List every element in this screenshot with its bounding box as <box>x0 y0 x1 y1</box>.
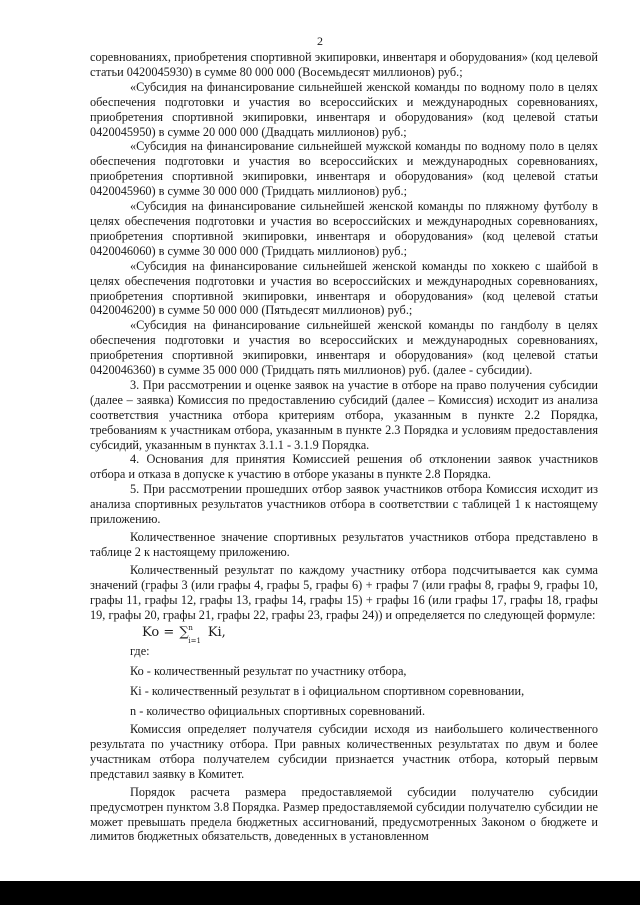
document-body <box>90 50 598 844</box>
definition-ko: Ко - количественный результат по участнику отбора, <box>130 664 407 679</box>
sum-upper-limit: n <box>188 624 193 633</box>
definition-n: n - количество официальных спортивных соревнований. <box>130 704 426 719</box>
paragraph-calculation: Количественный результат по каждому участнику отбора подсчитывается как сумма значений (графы 3 (или графы 4, графы 5, графы 6) + графы 7 (или графы 8, графы 9, графы 10, графы 11, графы 12, графы 13, графы 14, графы 15) + графы 16 (или графы 17, графы 18, графы 19, графы 20, графы 21, графы 22, графы 23, графы 24)) и определяется по следующей формуле: <box>90 562 598 622</box>
paragraph-item-4: 4. Основания для принятия Комиссией решения об отклонении заявок участников отбора и отказа в допуске к участию в отборе указаны в пункте 2.8 Порядка. <box>90 452 598 482</box>
sum-lower-limit: i=1 <box>188 637 201 646</box>
formula-sum <box>179 624 201 646</box>
paragraph-continuation: соревнованиях, приобретения спортивной экипировки, инвентаря и оборудования» (код целевой статьи 0420045930) в сумме 80 000 000 (Восемьдесят миллионов) руб.; <box>90 50 598 79</box>
paragraph-recipient-determination: Комиссия определяет получателя субсидии исходя из наибольшего количественного результата по участнику отбора. При равных количественных результатах по двум и более участникам отбора получателем субсидии признается участник отбора, который первым представил заявку в Комитет. <box>90 722 598 781</box>
page-number: 2 <box>317 34 323 48</box>
paragraph-subsidy-beach-soccer: «Субсидия на финансирование сильнейшей женской команды по пляжному футболу в целях обеспечения подготовки и участия во всероссийских и международных соревнованиях, приобретения спортивной экипировки, инвентаря и оборудования» (код целевой статьи 0420046060) в сумме 30 000 000 (Тридцать миллионов) руб.; <box>90 199 598 258</box>
paragraph-calculation-procedure: Порядок расчета размера предоставляемой субсидии получателю субсидии предусмотрен пунктом 3.8 Порядка. Размер предоставляемой субсидии получателю субсидии не может превышать предела бюджетных ассигнований, предусмотренных Законом о бюджете и лимитов бюджетных обязательств, доведенных в установленном <box>90 784 598 844</box>
sigma-symbol: ∑ <box>179 625 189 641</box>
paragraph-item-3: 3. При рассмотрении и оценке заявок на участие в отборе на право получения субсидии (далее – заявка) Комиссия по предоставлению субсидий (далее – Комиссия) исходит из анализа соответствия участника отбора критериям отбора, указанным в пункте 2.2 Порядка, требованиям к участникам отбора, указанным в пункте 2.3 Порядка и условиям предоставления субсидий, указанным в пунктах 3.1.1 - 3.1.9 Порядка. <box>90 377 598 452</box>
formula <box>142 624 598 646</box>
paragraph-item-5: 5. При рассмотрении прошедших отбор заявок участников отбора Комиссия исходит из анализа спортивных результатов участников отбора в соответствии с таблицей 1 к настоящему приложению. <box>90 482 598 527</box>
paragraph-where: где: <box>130 644 150 659</box>
scan-bottom-border <box>0 881 640 905</box>
paragraph-subsidy-ice-hockey: «Субсидия на финансирование сильнейшей женской команды по хоккею с шайбой в целях обеспечения подготовки и участия во всероссийских и международных соревнованиях, приобретения спортивной экипировки, инвентаря и оборудования» (код целевой статьи 0420046200) в сумме 50 000 000 (Пятьдесят миллионов) руб.; <box>90 258 598 318</box>
paragraph-subsidy-women-water-polo: «Субсидия на финансирование сильнейшей женской команды по водному поло в целях обеспечения подготовки и участия во всероссийских и международных соревнованиях, приобретения спортивной экипировки, инвентаря и оборудования» (код целевой статьи 0420045950) в сумме 20 000 000 (Двадцать миллионов) руб.; <box>90 79 598 139</box>
paragraph-subsidy-men-water-polo: «Субсидия на финансирование сильнейшей мужской команды по водному поло в целях обеспечения подготовки и участия во всероссийских и международных соревнованиях, приобретения спортивной экипировки, инвентаря и оборудования» (код целевой статьи 0420045960) в сумме 30 000 000 (Тридцать миллионов) руб.; <box>90 139 598 199</box>
paragraph-quantitative-value: Количественное значение спортивных результатов участников отбора представлено в таблице 2 к настоящему приложению. <box>90 530 598 559</box>
formula-lhs: Ko <box>142 625 160 641</box>
definition-ki: Кi - количественный результат в i официальном спортивном соревновании, <box>130 684 525 699</box>
paragraph-subsidy-handball: «Субсидия на финансирование сильнейшей женской команды по гандболу в целях обеспечения подготовки и участия во всероссийских и международных соревнованиях, приобретения спортивной экипировки, инвентаря и оборудования» (код целевой статьи 0420046360) в сумме 35 000 000 (Тридцать пять миллионов) руб. (далее - субсидии). <box>90 318 598 378</box>
formula-equals: = <box>163 625 175 641</box>
formula-term: Ki, <box>207 625 226 641</box>
